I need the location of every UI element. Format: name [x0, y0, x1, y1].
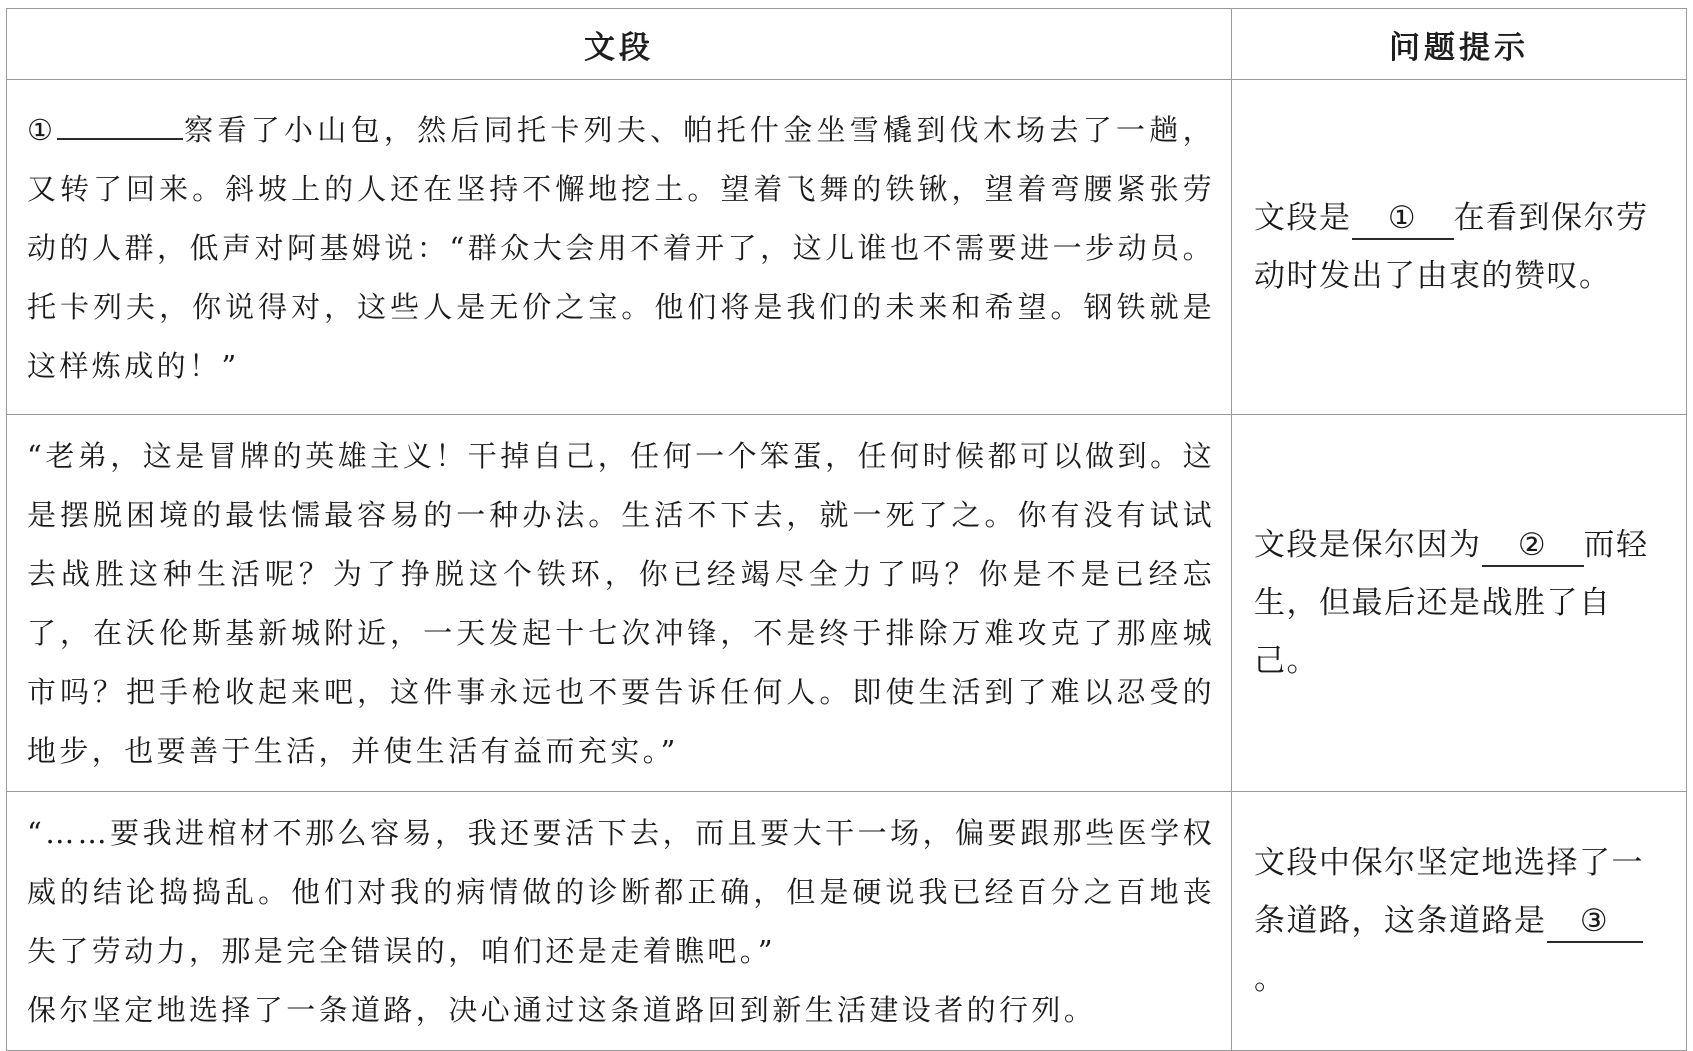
question-table-container: [6, 8, 1686, 1051]
table-header-row: [7, 9, 1687, 80]
hint-blank: ①: [1352, 198, 1454, 240]
passage-text: “老弟，这是冒牌的英雄主义！干掉自己，任何一个笨蛋，任何时候都可以做到。这是摆脱困境的最怯懦最容易的一种办法。生活不下去，就一死了之。你有没有试试去战胜这种生活呢？为了挣脱这个铁环，你已经竭尽全力了吗？你是不是已经忘了，在沃伦斯基新城附近，一天发起十七次冲锋，不是终于排除万难攻克了那座城市吗？把手枪收起来吧，这件事永远也不要告诉任何人。即使生活到了难以忍受的地步，也要善于生活，并使生活有益而充实。”: [27, 439, 1215, 768]
passage-body: 察看了小山包，然后同托卡列夫、帕托什金坐雪橇到伐木场去了一趟，又转了回来。斜坡上的人还在坚持不懈地挖土。望着飞舞的铁锹，望着弯腰紧张劳动的人群，低声对阿基姆说：“群众大会用不着开了，这儿谁也不需要进一步动员。托卡列夫，你说得对，这些人是无价之宝。他们将是我们的未来和希望。钢铁就是这样炼成的！”: [27, 112, 1215, 383]
header-hint: 问题提示: [1232, 9, 1687, 80]
hint-text-before: 文段是: [1254, 200, 1352, 236]
passage-text-conclusion: 保尔坚定地选择了一条道路，决心通过这条道路回到新生活建设者的行列。: [27, 993, 1097, 1027]
hint-cell: [1232, 80, 1687, 415]
passage-text: [27, 101, 1215, 396]
header-passage: 文段: [7, 9, 1232, 80]
hint-cell: [1232, 792, 1687, 1051]
table-row: [7, 80, 1687, 415]
hint-text-after: 在看到保尔劳动时发出了由衷的赞叹。: [1254, 200, 1649, 294]
table-row: [7, 792, 1687, 1051]
hint-text-after: 。: [1254, 961, 1287, 997]
hint-text-after: 而轻生，但最后还是战胜了自己。: [1254, 527, 1649, 679]
passage-hint-table: [6, 8, 1687, 1051]
passage-cell: [7, 792, 1232, 1051]
hint-blank: ②: [1482, 525, 1584, 567]
hint-cell: [1232, 415, 1687, 792]
passage-cell: [7, 80, 1232, 415]
table-row: [7, 415, 1687, 792]
passage-cell: [7, 415, 1232, 792]
hint-text-before: 文段中保尔坚定地选择了一条道路，这条道路是: [1254, 845, 1644, 939]
blank-marker: ①: [27, 112, 58, 147]
hint-blank: ③: [1547, 901, 1643, 943]
passage-text: “……要我进棺材不那么容易，我还要活下去，而且要大干一场，偏要跟那些医学权威的结论捣捣乱。他们对我的病情做的诊断都正确，但是硬说我已经百分之百地丧失了劳动力，那是完全错误的，咱们还是走着瞧吧。”: [27, 816, 1215, 968]
hint-text-before: 文段是保尔因为: [1254, 527, 1482, 563]
fill-blank: [57, 138, 183, 140]
